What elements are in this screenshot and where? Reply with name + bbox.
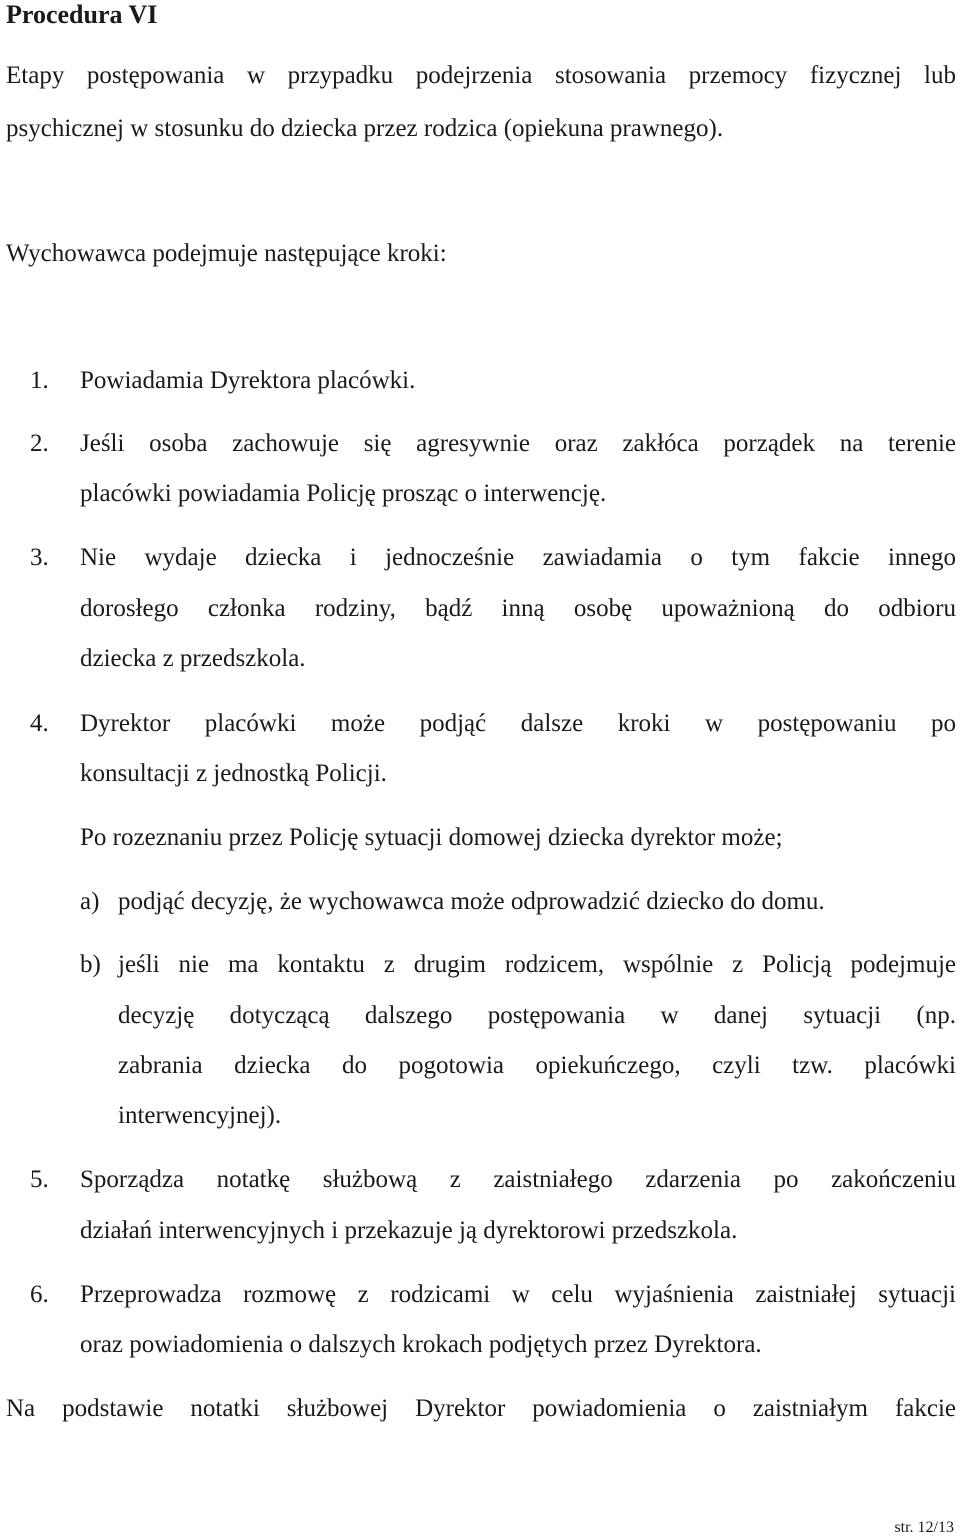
step-1-number: 1. xyxy=(30,367,49,394)
step-5-line-2: działań interwencyjnych i przekazuje ją dyrektorowi przedszkola. xyxy=(80,1217,738,1244)
page-number: str. 12/13 xyxy=(894,1519,954,1536)
step-4a-line-1: podjąć decyzję, że wychowawca może odprowadzić dziecko do domu. xyxy=(118,888,825,915)
step-4b-letter: b) xyxy=(80,951,101,978)
step-3-line-1: Nie wydaje dziecka i jednocześnie zawiadamia o tym fakcie innego xyxy=(80,544,956,571)
closing-text: Na podstawie notatki służbowej Dyrektor powiadomienia o zaistniałym fakcie xyxy=(6,1395,956,1422)
step-5-number: 5. xyxy=(30,1166,49,1193)
lead-text: Wychowawca podejmuje następujące kroki: xyxy=(6,240,447,267)
step-4b-line-3: zabrania dziecka do pogotowia opiekuńczego, czyli tzw. placówki xyxy=(118,1052,956,1079)
intro-line-1: Etapy postępowania w przypadku podejrzenia stosowania przemocy fizycznej lub xyxy=(6,62,956,89)
step-6-line-1: Przeprowadza rozmowę z rodzicami w celu wyjaśnienia zaistniałej sytuacji xyxy=(80,1281,956,1308)
intro-line-2: psychicznej w stosunku do dziecka przez rodzica (opiekuna prawnego). xyxy=(6,115,724,142)
step-4-number: 4. xyxy=(30,710,49,737)
step-6-line-2: oraz powiadomienia o dalszych krokach podjętych przez Dyrektora. xyxy=(80,1331,762,1358)
step-4b-line-2: decyzję dotyczącą dalszego postępowania w danej sytuacji (np. xyxy=(118,1002,956,1029)
step-4-note: Po rozeznaniu przez Policję sytuacji domowej dziecka dyrektor może; xyxy=(80,824,783,851)
step-3-line-3: dziecka z przedszkola. xyxy=(80,645,306,672)
step-6-number: 6. xyxy=(30,1281,49,1308)
step-1-line-1: Powiadamia Dyrektora placówki. xyxy=(80,367,416,394)
step-4-line-2: konsultacji z jednostką Policji. xyxy=(80,760,387,787)
step-4a-letter: a) xyxy=(80,888,100,915)
step-2-line-1: Jeśli osoba zachowuje się agresywnie oraz zakłóca porządek na terenie xyxy=(80,430,956,457)
step-5-line-1: Sporządza notatkę służbową z zaistniałego zdarzenia po zakończeniu xyxy=(80,1166,956,1193)
step-4b-line-1: jeśli nie ma kontaktu z drugim rodzicem, wspólnie z Policją podejmuje xyxy=(118,951,956,978)
procedure-title: Procedura VI xyxy=(6,0,158,29)
step-4b-line-4: interwencyjnej). xyxy=(118,1102,282,1129)
step-3-line-2: dorosłego członka rodziny, bądź inną osobę upoważnioną do odbioru xyxy=(80,595,956,622)
step-4-line-1: Dyrektor placówki może podjąć dalsze kroki w postępowaniu po xyxy=(80,710,956,737)
step-3-number: 3. xyxy=(30,544,49,571)
step-2-number: 2. xyxy=(30,430,49,457)
step-2-line-2: placówki powiadamia Policję prosząc o interwencję. xyxy=(80,480,607,507)
